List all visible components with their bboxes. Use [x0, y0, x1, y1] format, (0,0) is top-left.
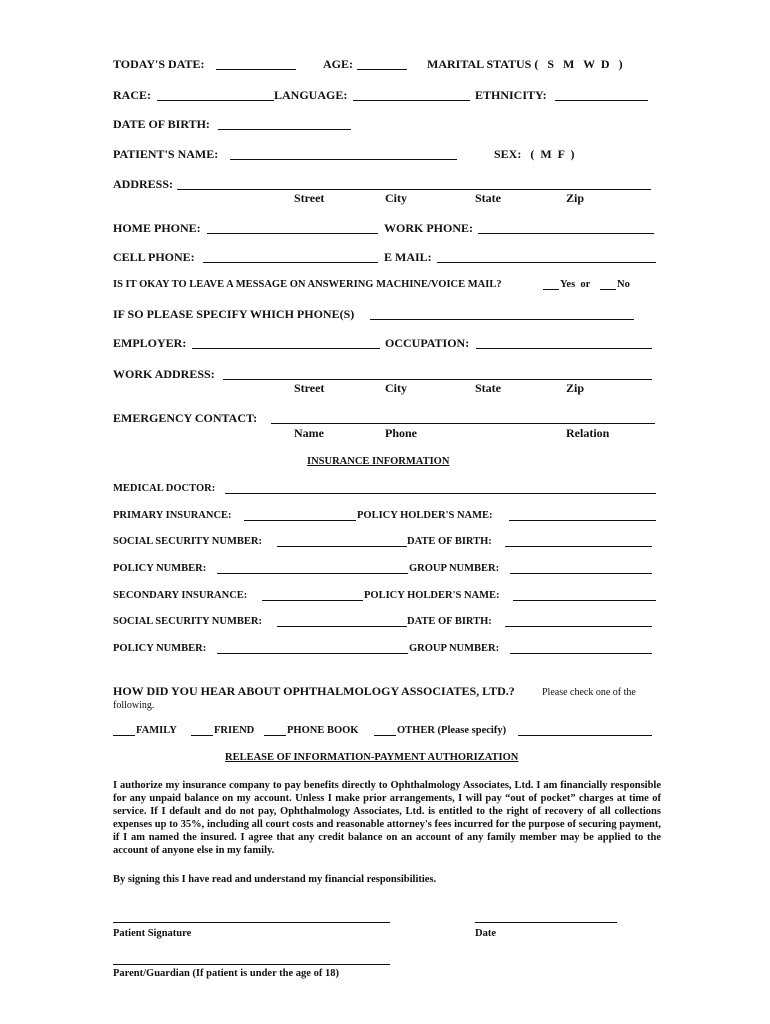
primary-policy-holder-field[interactable]: [509, 520, 656, 521]
work-street-caption: Street: [294, 381, 325, 395]
secondary-group-number-field[interactable]: [510, 653, 652, 654]
emergency-relation-caption: Relation: [566, 426, 610, 440]
todays-date-label: TODAY'S DATE:: [113, 57, 205, 71]
secondary-dob-field[interactable]: [505, 626, 652, 627]
secondary-ssn-label: SOCIAL SECURITY NUMBER:: [113, 616, 262, 627]
primary-insurance-field[interactable]: [244, 520, 356, 521]
guardian-signature-field[interactable]: [113, 964, 390, 965]
work-address-field[interactable]: [223, 379, 652, 380]
cell-phone-field[interactable]: [203, 262, 378, 263]
primary-ssn-label: SOCIAL SECURITY NUMBER:: [113, 536, 262, 547]
signature-date-label: Date: [475, 928, 496, 939]
secondary-policy-holder-label: POLICY HOLDER'S NAME:: [364, 590, 500, 601]
primary-ssn-field[interactable]: [277, 546, 407, 547]
signature-date-field[interactable]: [475, 922, 617, 923]
release-section-title: RELEASE OF INFORMATION-PAYMENT AUTHORIZATION: [225, 752, 519, 763]
secondary-insurance-label: SECONDARY INSURANCE:: [113, 590, 248, 601]
occupation-label: OCCUPATION:: [385, 336, 470, 350]
secondary-insurance-field[interactable]: [262, 600, 363, 601]
message-yes-blank[interactable]: [543, 289, 559, 290]
secondary-ssn-field[interactable]: [277, 626, 407, 627]
primary-group-number-field[interactable]: [510, 573, 652, 574]
referral-family-checkbox[interactable]: [113, 735, 135, 736]
medical-doctor-field[interactable]: [225, 493, 656, 494]
emergency-contact-field[interactable]: [271, 423, 655, 424]
patient-signature-label: Patient Signature: [113, 928, 192, 939]
email-label: E MAIL:: [384, 250, 432, 264]
ethnicity-label: ETHNICITY:: [475, 88, 547, 102]
employer-field[interactable]: [192, 348, 380, 349]
work-phone-field[interactable]: [478, 233, 654, 234]
work-address-label: WORK ADDRESS:: [113, 367, 215, 381]
employer-label: EMPLOYER:: [113, 336, 187, 350]
address-zip-caption: Zip: [566, 191, 585, 205]
work-zip-caption: Zip: [566, 381, 585, 395]
dob-label: DATE OF BIRTH:: [113, 117, 210, 131]
referral-family-label: FAMILY: [136, 725, 177, 736]
message-no-label: No: [617, 279, 630, 290]
cell-phone-label: CELL PHONE:: [113, 250, 195, 264]
home-phone-field[interactable]: [207, 233, 378, 234]
secondary-policy-holder-field[interactable]: [513, 600, 656, 601]
address-street-caption: Street: [294, 191, 325, 205]
age-label: AGE:: [323, 57, 353, 71]
language-field[interactable]: [353, 100, 470, 101]
referral-phone-book-checkbox[interactable]: [264, 735, 286, 736]
message-no-blank[interactable]: [600, 289, 616, 290]
referral-other-field[interactable]: [518, 735, 652, 736]
emergency-name-caption: Name: [294, 426, 324, 440]
occupation-field[interactable]: [476, 348, 652, 349]
primary-group-number-label: GROUP NUMBER:: [409, 563, 500, 574]
message-question: IS IT OKAY TO LEAVE A MESSAGE ON ANSWERING MACHINE/VOICE MAIL?: [113, 279, 502, 290]
emergency-contact-label: EMERGENCY CONTACT:: [113, 411, 258, 425]
todays-date-field[interactable]: [216, 69, 296, 70]
patient-name-label: PATIENT'S NAME:: [113, 147, 219, 161]
emergency-phone-caption: Phone: [385, 426, 418, 440]
referral-note-2: following.: [113, 700, 155, 711]
message-yes-label: Yes or: [560, 279, 591, 290]
primary-policy-holder-label: POLICY HOLDER'S NAME:: [357, 510, 493, 521]
referral-other-checkbox[interactable]: [374, 735, 396, 736]
work-state-caption: State: [475, 381, 501, 395]
work-phone-label: WORK PHONE:: [384, 221, 473, 235]
dob-field[interactable]: [218, 129, 351, 130]
race-field[interactable]: [157, 100, 274, 101]
referral-other-label: OTHER (Please specify): [397, 725, 507, 736]
patient-signature-field[interactable]: [113, 922, 390, 923]
release-paragraph: I authorize my insurance company to pay benefits directly to Ophthalmology Associates, Ltd. I am financially responsible for any unpaid balance on my account. Unless I make prior arrangements, I will pay “out of pocket” charges at time of service. If I default and do not pay, Ophthalmology Associates, Ltd. is entitled to the right of recovery of all collections expenses up to 35%, including all court costs and reasonable attorney's fees incurred for the purpose of securing payment, if I am named the insured. I agree that any credit balance on an account of any family member may be applied to the account of anyone else in my family.: [113, 780, 661, 856]
secondary-dob-label: DATE OF BIRTH:: [407, 616, 492, 627]
language-label: LANGUAGE:: [274, 88, 348, 102]
primary-dob-label: DATE OF BIRTH:: [407, 536, 492, 547]
release-statement: By signing this I have read and understand my financial responsibilities.: [113, 874, 437, 885]
referral-friend-label: FRIEND: [214, 725, 255, 736]
race-label: RACE:: [113, 88, 151, 102]
patient-name-field[interactable]: [230, 159, 457, 160]
age-field[interactable]: [357, 69, 407, 70]
secondary-policy-number-field[interactable]: [217, 653, 408, 654]
primary-policy-number-label: POLICY NUMBER:: [113, 563, 207, 574]
which-phone-field[interactable]: [370, 319, 634, 320]
address-label: ADDRESS:: [113, 177, 174, 191]
sex-label: SEX: ( M F ): [494, 147, 575, 161]
guardian-signature-label: Parent/Guardian (If patient is under the age of 18): [113, 968, 339, 979]
address-field[interactable]: [177, 189, 651, 190]
address-state-caption: State: [475, 191, 501, 205]
referral-phone-book-label: PHONE BOOK: [287, 725, 359, 736]
secondary-policy-number-label: POLICY NUMBER:: [113, 643, 207, 654]
ethnicity-field[interactable]: [555, 100, 648, 101]
which-phone-label: IF SO PLEASE SPECIFY WHICH PHONE(S): [113, 307, 355, 321]
marital-status-label: MARITAL STATUS ( S M W D ): [427, 57, 623, 71]
referral-friend-checkbox[interactable]: [191, 735, 213, 736]
referral-question: HOW DID YOU HEAR ABOUT OPHTHALMOLOGY ASSOCIATES, LTD.?: [113, 684, 515, 698]
primary-insurance-label: PRIMARY INSURANCE:: [113, 510, 232, 521]
primary-dob-field[interactable]: [505, 546, 652, 547]
home-phone-label: HOME PHONE:: [113, 221, 201, 235]
email-field[interactable]: [437, 262, 656, 263]
referral-note-1: Please check one of the: [542, 687, 636, 698]
medical-doctor-label: MEDICAL DOCTOR:: [113, 483, 216, 494]
primary-policy-number-field[interactable]: [217, 573, 408, 574]
work-city-caption: City: [385, 381, 407, 395]
secondary-group-number-label: GROUP NUMBER:: [409, 643, 500, 654]
insurance-section-title: INSURANCE INFORMATION: [307, 456, 450, 467]
address-city-caption: City: [385, 191, 407, 205]
